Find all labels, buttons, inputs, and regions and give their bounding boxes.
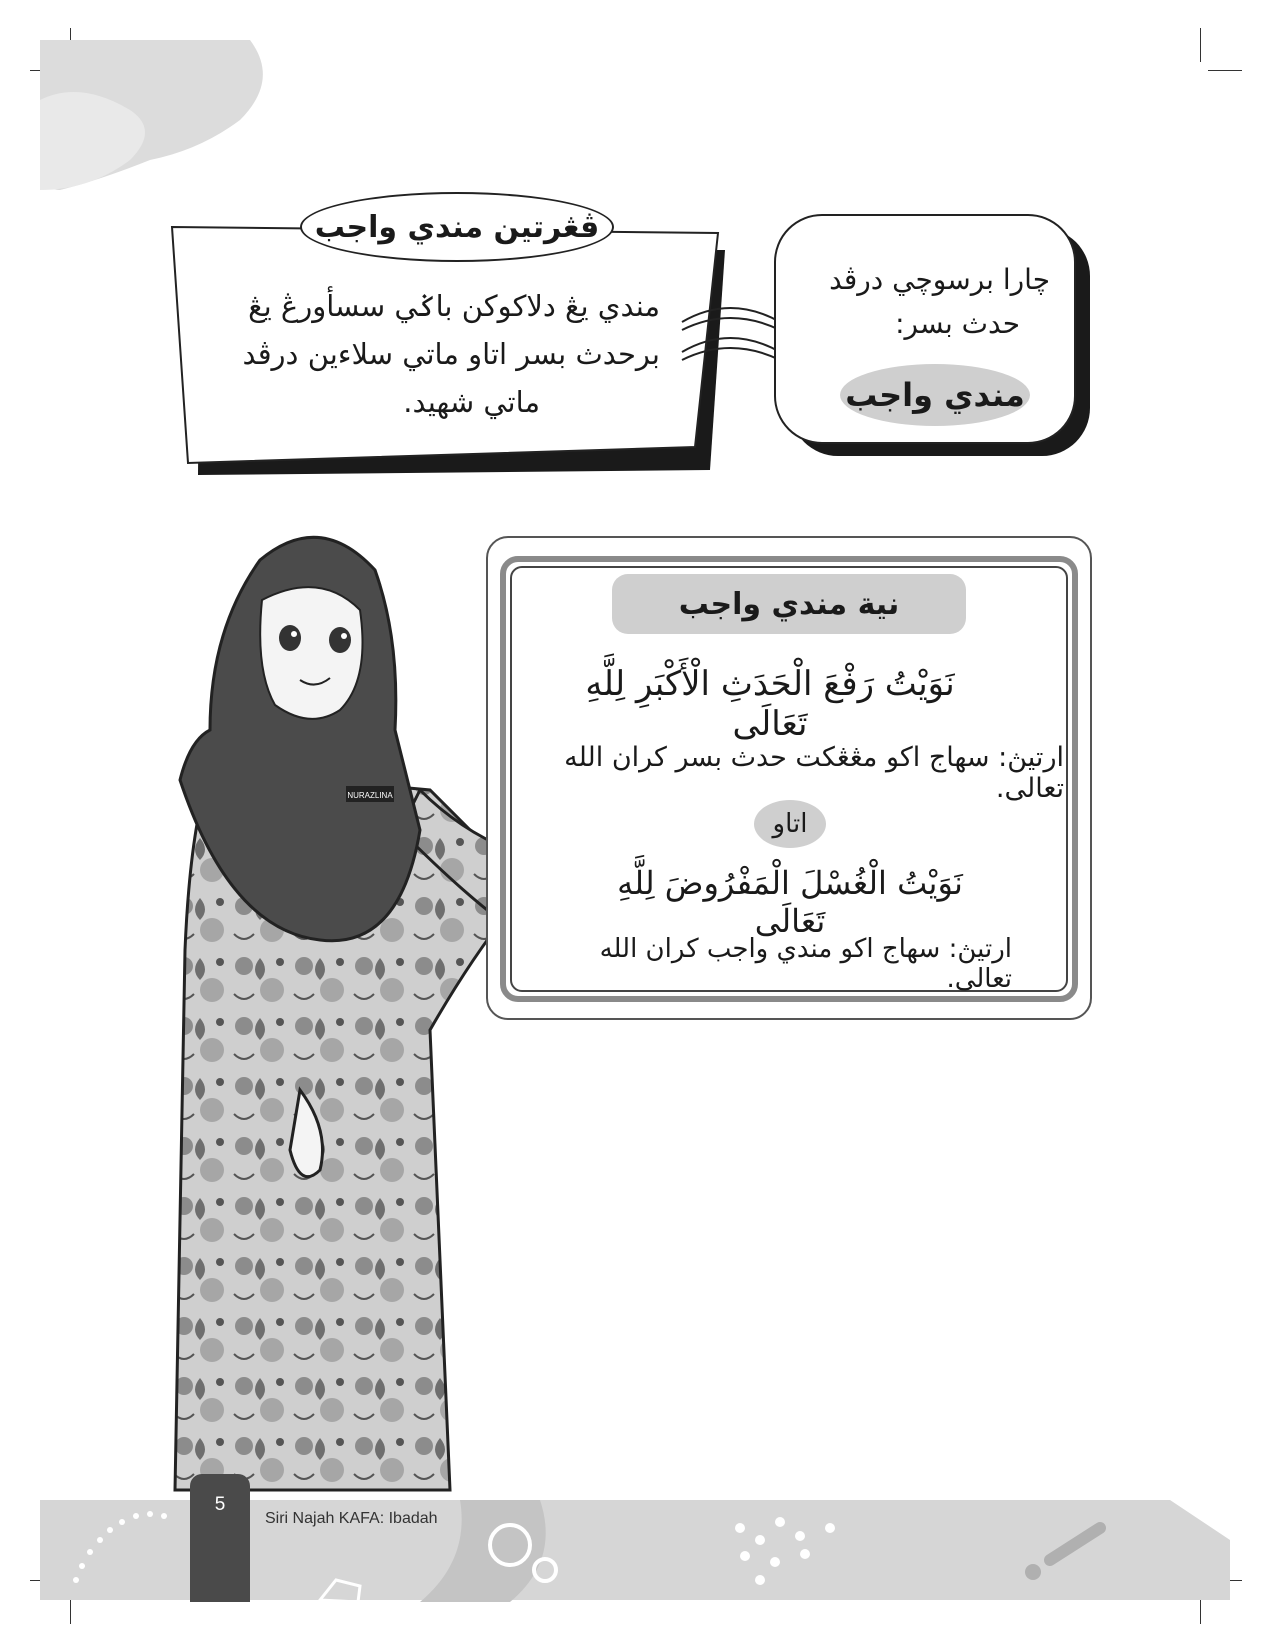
niat-meaning-1: ارتيڽ: سهاج اكو مڠڠكت حدث بسر كران الله تعالى. <box>564 742 1064 804</box>
question-line: چارا برسوچي درڤد <box>829 263 1050 296</box>
crop-mark <box>1200 28 1201 62</box>
question-line: حدث بسر: <box>895 307 1020 340</box>
question-answer: مندي واجب <box>840 364 1030 426</box>
name-tag: NURAZLINA <box>347 791 393 800</box>
decorative-blob <box>40 40 270 190</box>
question-text <box>790 258 1050 346</box>
niat-arabic-1: نَوَيْتُ رَفْعَ الْحَدَثِ الْأَكْبَرِ لِلَّهِ تَعَالَى <box>585 664 955 744</box>
definition-line: مندي يڠ دلاكوكن باݢي سسأورڠ يڠ <box>248 289 660 323</box>
definition-text <box>235 282 660 426</box>
page-number: 5 <box>214 1494 226 1515</box>
or-separator: اتاو <box>754 800 826 848</box>
niat-board-title: نية مندي واجب <box>612 574 966 634</box>
definition-line: برحدث بسر اتاو ماتي سلاءين درڤد <box>242 337 660 371</box>
definition-title: ڤڠرتين مندي واجب <box>300 192 614 262</box>
definition-line: ماتي شهيد. <box>403 385 540 419</box>
series-title: Siri Najah KAFA: Ibadah <box>265 1510 438 1527</box>
crop-mark <box>1208 70 1242 71</box>
niat-arabic-2: نَوَيْتُ الْغُسْلَ الْمَفْرُوضَ لِلَّهِ تَعَالَى <box>617 864 963 940</box>
niat-meaning-2: ارتيڽ: سهاج اكو مندي واجب كران الله تعالى. <box>599 934 1012 994</box>
